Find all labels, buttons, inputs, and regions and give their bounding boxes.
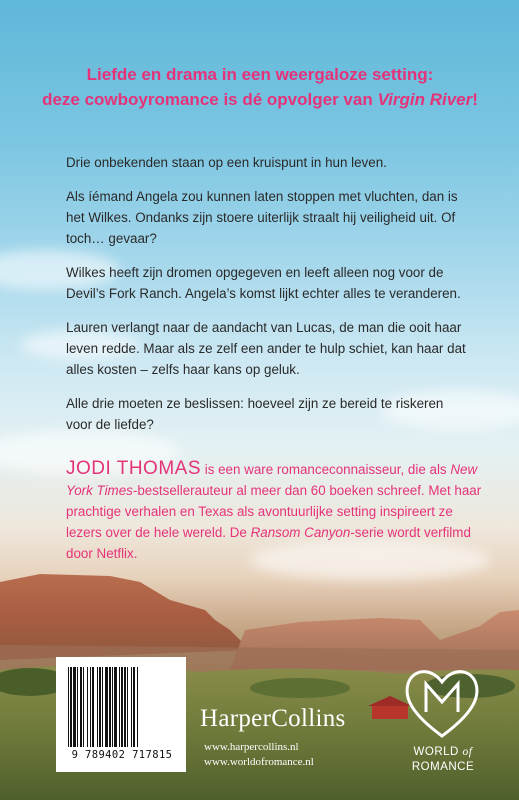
tagline-series-title: Virgin River [377, 90, 473, 109]
barcode-bar [114, 667, 117, 747]
publisher-url: www.harpercollins.nl [204, 741, 299, 753]
blurb [66, 152, 466, 448]
publisher-logo: HarperCollins [200, 705, 346, 732]
tagline-line-2: deze cowboyromance is dé opvolger van Virgin River! [42, 90, 478, 109]
barcode-bar [109, 667, 111, 747]
barcode-bar [77, 667, 78, 747]
series-title: Ransom Canyon [250, 525, 351, 540]
heart-logo-icon [402, 662, 482, 742]
barcode-bars [68, 667, 174, 747]
barcode-bar [131, 667, 132, 747]
tagline-line-1: Liefde en drama in een weergaloze setting: [86, 65, 434, 84]
barcode-bar [133, 667, 135, 747]
blurb-paragraph: Wilkes heeft zijn dromen opgegeven en leeft alleen nog voor de Devil’s Fork Ranch. Angela’s komst lijkt echter alles te veranderen. [66, 265, 461, 301]
author-bio: JODI THOMAS is een ware romanceconnaisseur, die als New York Times-bestsellerauteur al meer dan 60 boeken schreef. Met haar prachtige verhalen en Texas als avontuurlijke setting inspireert ze lezers over de hele wereld. De Ransom Canyon-serie wordt verfilmd door Netflix. [66, 458, 482, 561]
nyt-title: New York Times [66, 462, 478, 498]
barcode-bar [105, 667, 108, 747]
barcode-bar [127, 667, 128, 747]
barcode-bar [68, 667, 69, 747]
imprint-name: WORLD of ROMANCE [411, 746, 475, 773]
barcode-bar [73, 667, 76, 747]
barcode-bar [99, 667, 101, 747]
barcode-bar [121, 667, 123, 747]
barcode-bar [83, 667, 84, 747]
isbn-number: 9 789402 717815 [71, 749, 173, 761]
barcode-bar [70, 667, 72, 747]
barcode-bar [97, 667, 98, 747]
blurb-paragraph: Alle drie moeten ze beslissen: hoeveel zijn ze bereid te riskeren voor de liefde? [66, 396, 444, 432]
blurb-paragraph: Lauren verlangt naar de aandacht van Lucas, de man die ooit haar leven redde. Maar als ze zelf een ander te hulp schiet, kan haar dat alles kosten – zelfs haar kans op geluk. [66, 320, 466, 377]
tagline [40, 62, 480, 112]
barcode-bar [112, 667, 113, 747]
barcode-bar [119, 667, 120, 747]
blurb-paragraph: Drie onbekenden staan op een kruispunt in hun leven. [66, 155, 387, 170]
barcode-bar [137, 667, 138, 747]
author-name: JODI THOMAS [66, 458, 201, 479]
barcode-bar [102, 667, 103, 747]
barcode-bar [124, 667, 126, 747]
publisher-urls [204, 740, 314, 770]
barcode-bar [92, 667, 94, 747]
barcode-bar [80, 667, 82, 747]
barcode [56, 657, 186, 772]
imprint-url: www.worldofromance.nl [204, 756, 314, 768]
barcode-bar [87, 667, 88, 747]
blurb-paragraph: Als íémand Angela zou kunnen laten stoppen met vluchten, dan is het Wilkes. Ondanks zijn stoere uiterlijk straalt hij veiligheid uit. Of toch… gevaar? [66, 189, 458, 246]
barcode-bar [90, 667, 91, 747]
